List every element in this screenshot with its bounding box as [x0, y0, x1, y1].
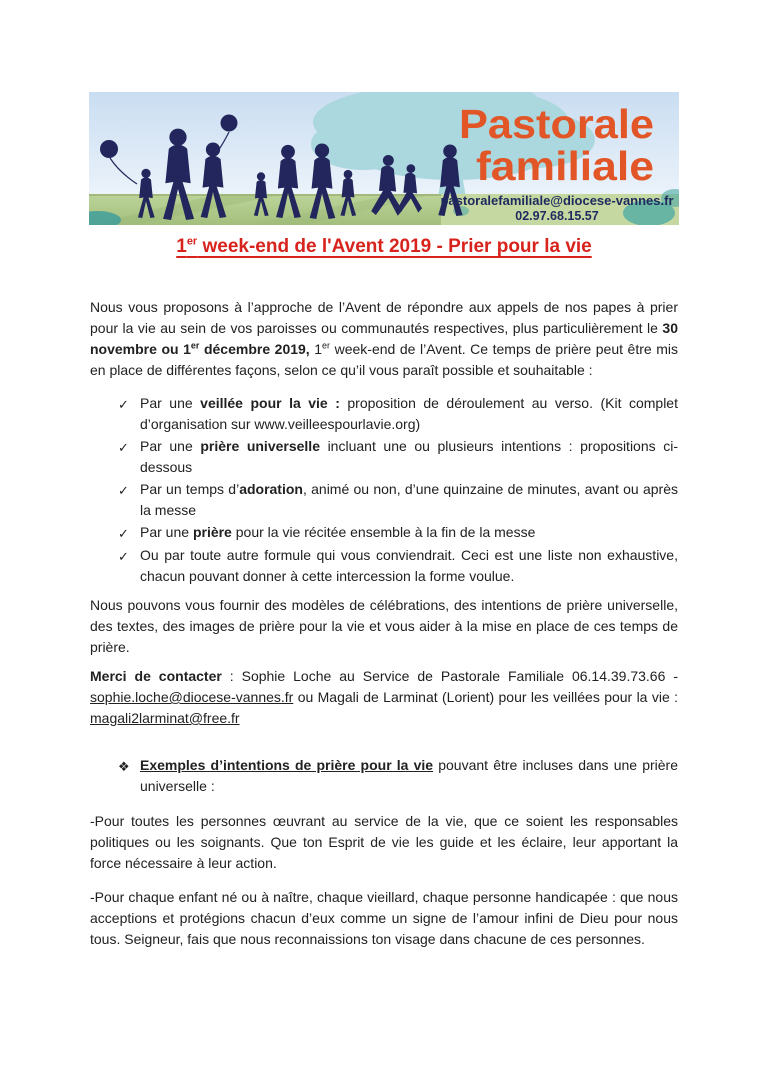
list-item-text: [140, 522, 678, 544]
text-run: : Sophie Loche au Service de Pastorale Familiale 06.14.39.73.66 -: [221, 668, 678, 684]
text-run: 30 novembre ou 1: [90, 320, 678, 357]
email-link-sophie[interactable]: sophie.loche@diocese-vannes.fr: [90, 689, 294, 705]
models-paragraph: Nous pouvons vous fournir des modèles de célébrations, des intentions de prière universelle, des textes, des images de prière pour la vie et vous aider à la mise en place de ces temps de prière.: [90, 597, 678, 655]
email-link-magali[interactable]: magali2larminat@free.fr: [90, 710, 240, 726]
text-run: pour la vie récitée ensemble à la fin de la messe: [231, 524, 536, 540]
check-bullet-icon: ✓: [118, 483, 129, 498]
text-run: adoration: [239, 481, 303, 497]
examples-heading-text: [140, 755, 678, 797]
intro-paragraph: [90, 297, 678, 381]
document-body: [90, 297, 678, 950]
contact-intro: [90, 668, 678, 684]
check-bullet-icon: ✓: [118, 549, 129, 564]
brand-name-line1: Pastorale: [459, 101, 654, 147]
contact-middle: ou Magali de Larminat (Lorient) pour les veillées pour la vie :: [293, 689, 678, 705]
text-run: Par une: [140, 524, 193, 540]
intention-paragraph: -Pour toutes les personnes œuvrant au service de la vie, que ce soient les responsables politiques ou les soignants. Que ton Esprit de vie les guide et les éclaire, leur apportant la force nécessaire à leur action.: [90, 813, 678, 871]
diamond-bullet-icon: ❖: [118, 759, 130, 774]
check-bullet-icon: ✓: [118, 440, 129, 455]
text-run: Exemples d’intentions de prière pour la vie: [140, 757, 434, 773]
contact-paragraph: [90, 666, 678, 729]
banner-image: [89, 92, 679, 225]
list-item: [118, 545, 678, 587]
title-rest: week-end de l'Avent 2019 - Prier pour la vie: [197, 236, 592, 257]
list-item: [118, 393, 678, 435]
text-run: incluant une ou plusieurs intentions : propositions ci-dessous: [140, 438, 678, 475]
text-run: Par une: [140, 395, 201, 411]
document-title: [0, 236, 768, 258]
text-run: week-end de l’Avent. Ce temps de prière peut être mis en place de différentes façons, selon ce qu’il vous paraît possible et souhaitable :: [90, 341, 678, 378]
list-item-text: [140, 545, 678, 587]
list-item: [118, 479, 678, 521]
check-bullet-icon: ✓: [118, 397, 129, 412]
balloon-icon: [221, 115, 238, 132]
title-ordinal: er: [186, 235, 198, 248]
options-list: [90, 393, 678, 587]
text-run: er: [190, 340, 200, 351]
document-title-text: [176, 236, 592, 257]
text-run: prière universelle: [200, 438, 320, 454]
text-run: veillée pour la vie :: [200, 395, 340, 411]
text-run: , animé ou non, d’une quinzaine de minutes, avant ou après la messe: [140, 481, 678, 518]
text-run: 1: [309, 341, 323, 357]
text-run: Nous vous proposons à l’approche de l’Avent de répondre aux appels de nos papes à prier pour la vie au sein de vos paroisses ou communautés respectives, plus particulièrement le: [90, 299, 678, 336]
banner-phone: 02.97.68.15.57: [515, 209, 599, 223]
list-item-text: [140, 479, 678, 521]
text-run: er: [322, 340, 331, 351]
text-run: Par un temps d’: [140, 481, 240, 497]
examples-heading: [90, 755, 678, 797]
check-bullet-icon: ✓: [118, 526, 129, 541]
text-run: proposition de déroulement au verso. (Kit complet d’organisation sur www.veilleespourlavie.org): [140, 395, 678, 432]
balloon-icon: [100, 140, 118, 158]
list-item-text: [140, 436, 678, 478]
text-run: Par une: [140, 438, 201, 454]
brand-name-line2: familiale: [476, 143, 654, 189]
list-item: [118, 436, 678, 478]
title-number: 1: [176, 236, 187, 257]
banner-email: pastoralefamiliale@diocese-vannes.fr: [440, 193, 674, 208]
banner: [89, 92, 679, 225]
list-item: [118, 522, 678, 544]
text-run: décembre 2019,: [199, 341, 310, 357]
text-run: Merci de contacter: [90, 668, 222, 684]
text-run: pouvant être incluses dans une prière universelle :: [140, 757, 678, 794]
intention-paragraph: -Pour chaque enfant né ou à naître, chaque vieillard, chaque personne handicapée : que nous acceptions et protégions chacun d’eux comme un signe de l’amour infini de Dieu pour nous tous. Seigneur, fais que nous reconnaissions ton visage dans chacune de ces personnes.: [90, 889, 678, 947]
list-item-text: [140, 393, 678, 435]
text-run: prière: [192, 524, 232, 540]
text-run: Ou par toute autre formule qui vous conviendrait. Ceci est une liste non exhaustive, chacun pouvant donner à cette intercession la forme voulue.: [140, 547, 678, 584]
